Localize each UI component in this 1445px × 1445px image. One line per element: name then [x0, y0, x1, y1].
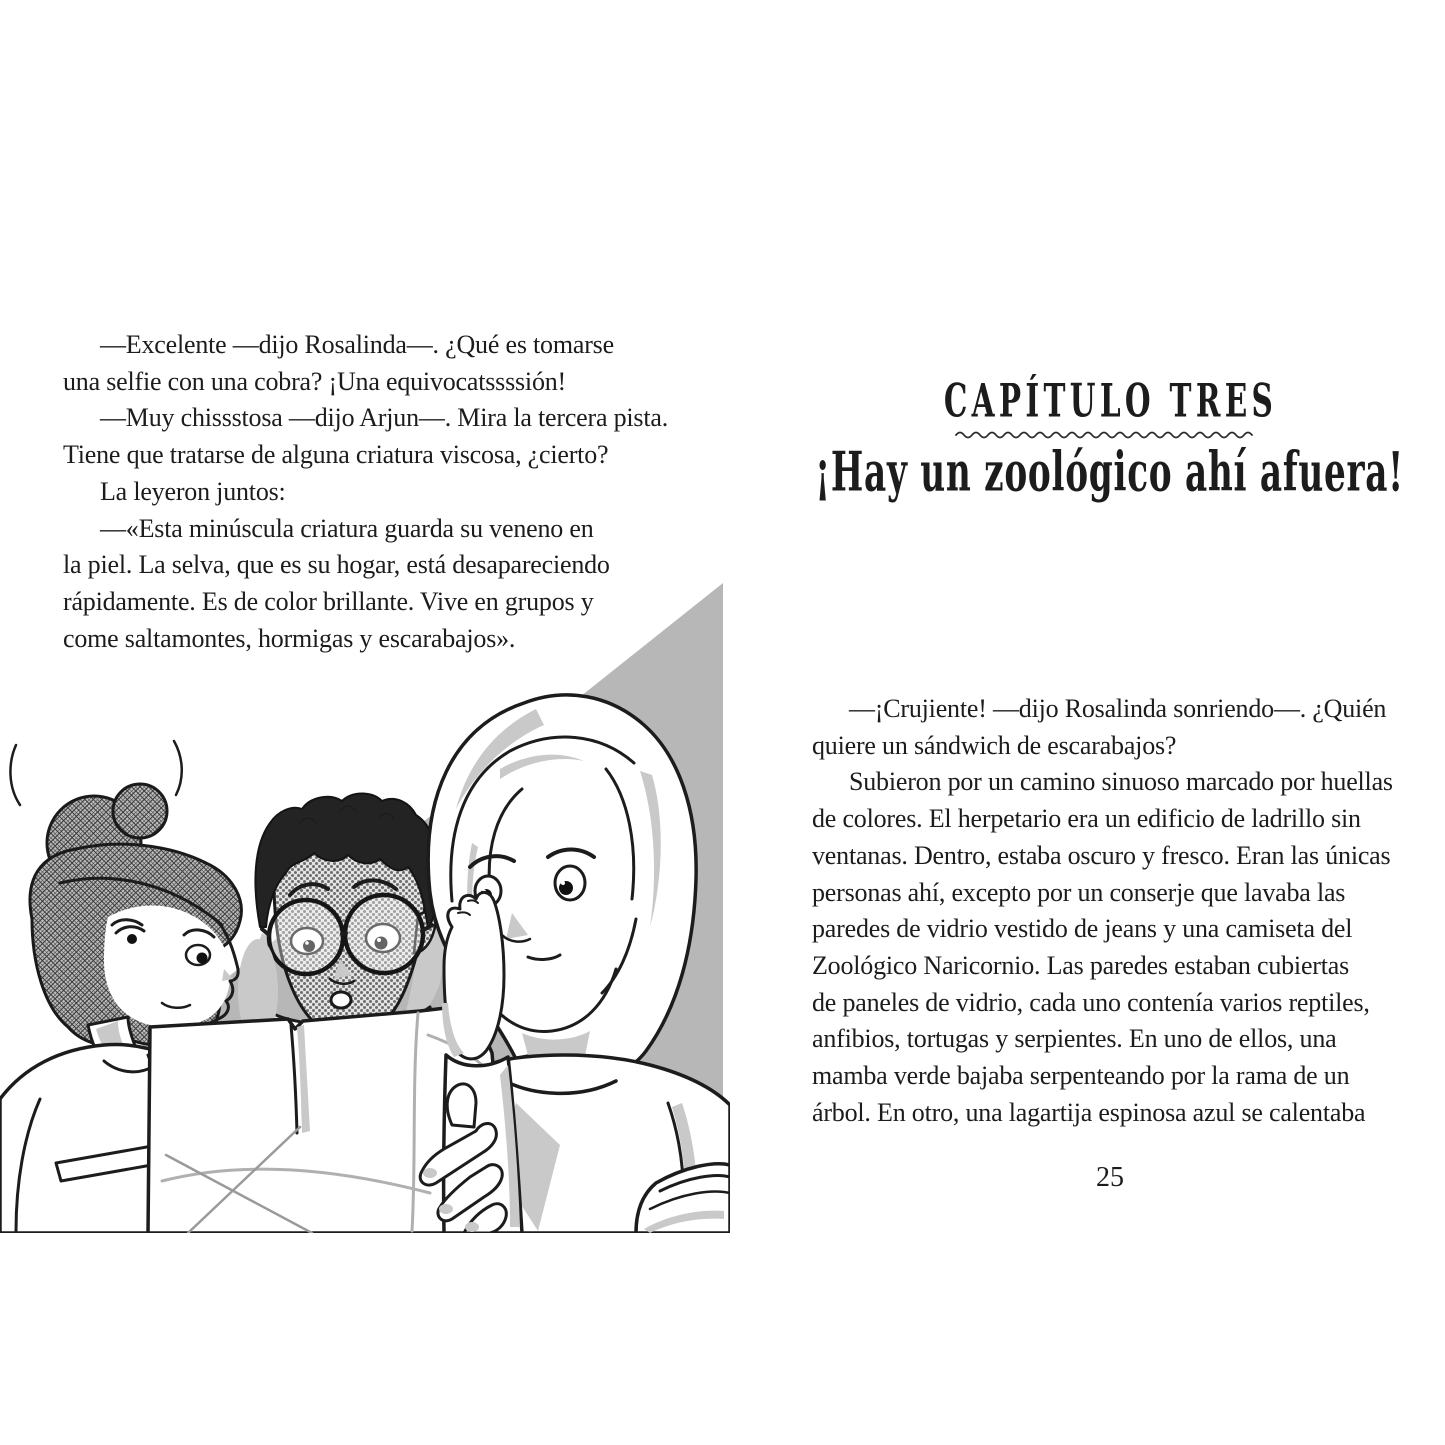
text-line: paredes de vidrio vestido de jeans y una camiseta del: [812, 914, 1353, 944]
text-line: de colores. El herpetario era un edificio de ladrillo sin: [812, 804, 1361, 834]
text-line: árbol. En otro, una lagartija espinosa azul se calentaba: [812, 1097, 1366, 1127]
text-line: mamba verde bajaba serpenteando por la rama de un: [812, 1061, 1350, 1091]
wavy-divider: [954, 428, 1266, 440]
text-line: rápidamente. Es de color brillante. Vive en grupos y: [63, 586, 594, 616]
text-line: —«Esta minúscula criatura guarda su veneno en: [100, 513, 594, 543]
illustration-three-children-reading: [0, 583, 730, 1233]
boy-mouth: [331, 992, 351, 1008]
page-number: 25: [1096, 1162, 1124, 1193]
text-line: —¡Crujiente! —dijo Rosalinda sonriendo—. ¿Quién: [849, 694, 1387, 723]
right-page-text: [812, 691, 1412, 1131]
text-line: Tiene que tratarse de alguna criatura viscosa, ¿cierto?: [63, 440, 609, 470]
text-line: de paneles de vidrio, cada uno contenía varios reptiles,: [812, 987, 1370, 1017]
text-line: ventanas. Dentro, estaba oscuro y fresco. Eran las únicas: [812, 840, 1391, 870]
text-line: la piel. La selva, que es su hogar, está desapareciendo: [63, 550, 610, 580]
chapter-label: CAPÍTULO TRES: [943, 374, 1277, 428]
text-line: —Excelente —dijo Rosalinda—. ¿Qué es tomarse: [100, 330, 614, 359]
girl-hand-on-cheek: [442, 892, 504, 1058]
text-line: anfibios, tortugas y serpientes. En uno de ellos, una: [812, 1024, 1337, 1054]
text-line: Subieron por un camino sinuoso marcado por huellas: [849, 767, 1393, 797]
text-line: una selfie con una cobra? ¡Una equivocatssssión!: [63, 366, 566, 396]
text-line: personas ahí, excepto por un conserje que lavaba las: [812, 877, 1346, 907]
chapter-heading: [810, 374, 1410, 504]
text-line: —Muy chissstosa —dijo Arjun—. Mira la tercera pista.: [100, 403, 668, 433]
text-line: quiere un sándwich de escarabajos?: [812, 730, 1177, 760]
chapter-title: ¡Hay un zoológico ahí afuera!: [815, 440, 1405, 504]
text-line: La leyeron juntos:: [100, 476, 286, 506]
text-line: Zoológico Naricornio. Las paredes estaban cubiertas: [812, 950, 1350, 980]
text-line: come saltamontes, hormigas y escarabajos».: [63, 623, 516, 653]
